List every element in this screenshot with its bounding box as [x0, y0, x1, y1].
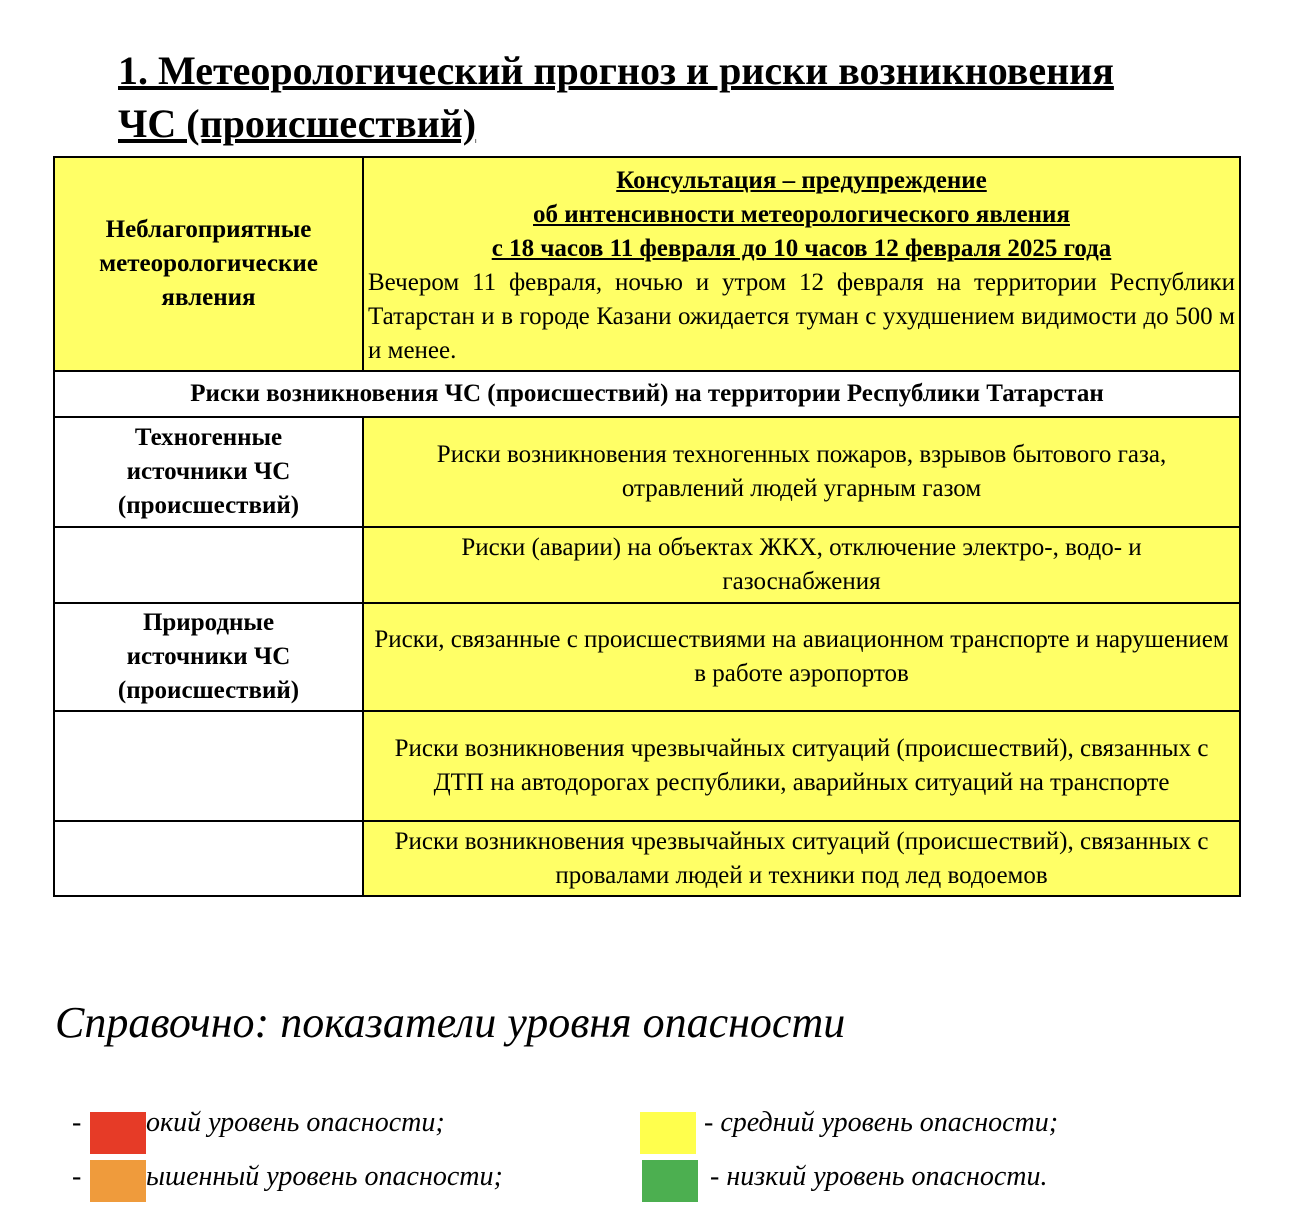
risk-text: Риски возникновения чрезвычайных ситуаций (происшествий), связанных с провалами людей и техники под лед водоемов [394, 827, 1209, 889]
legend-swatch-medium [640, 1112, 696, 1154]
legend-label-medium: - средний уровень опасности; [704, 1107, 1059, 1138]
header-phenomena-cell [55, 158, 362, 370]
table-row-source [55, 604, 362, 710]
risks-heading-cell [55, 372, 1239, 416]
risk-text: Риски (аварии) на объектах ЖКХ, отключение электро-, водо- и газоснабжения [461, 534, 1142, 595]
legend-label-low: - низкий уровень опасности. [710, 1161, 1048, 1192]
risk-text: Риски возникновения техногенных пожаров, взрывов бытового газа, отравлений людей угарным газом [436, 441, 1167, 502]
consultation-period: с 18 часов 11 февраля до 10 часов 12 февраля 2025 года [491, 235, 1112, 262]
legend-label-high: окий уровень опасности; [146, 1107, 445, 1138]
table-row-risk [364, 712, 1239, 820]
table-row-source [55, 528, 362, 602]
header-consultation-cell [364, 158, 1239, 370]
table-row-risk [364, 822, 1239, 895]
legend-swatch-low [642, 1160, 698, 1202]
legend-dash: - [72, 1161, 82, 1192]
legend-label-elevated: ышенный уровень опасности; [146, 1161, 503, 1192]
risk-text: Риски, связанные с происшествиями на авиационном транспорте и нарушением в работе аэропортов [374, 626, 1229, 687]
source-label: Техногенные источники ЧС (происшествий) [117, 424, 300, 519]
table-row-source [55, 418, 362, 526]
table-row-risk [364, 604, 1239, 710]
page-title: 1. Метеорологический прогноз и риски возникновения ЧС (происшествий) [118, 48, 1114, 146]
table-row-source [55, 712, 362, 820]
legend-swatch-high [90, 1112, 146, 1154]
table-row-source [55, 822, 362, 895]
table-row-risk [364, 418, 1239, 526]
risk-text: Риски возникновения чрезвычайных ситуаций (происшествий), связанных с ДТП на автодорогах республики, аварийных ситуаций на транспорте [394, 735, 1209, 796]
risk-table [53, 156, 1241, 897]
forecast-text: Вечером 11 февраля, ночью и утром 12 февраля на территории Республики Татарстан и в городе Казани ожидается туман с ухудшением видимости до 500 м и менее. [368, 269, 1235, 364]
legend-dash: - [72, 1107, 82, 1138]
legend-swatch-elevated [90, 1160, 146, 1202]
header-phenomena-label: Неблагоприятные метеорологические явления [99, 216, 318, 311]
source-label: Природные источники ЧС (происшествий) [117, 609, 300, 704]
consultation-title: Консультация – предупреждение [616, 167, 987, 194]
table-row-risk [364, 528, 1239, 602]
consultation-subtitle: об интенсивности метеорологического явления [533, 201, 1070, 228]
risks-heading: Риски возникновения ЧС (происшествий) на территории Республики Татарстан [190, 380, 1104, 407]
reference-title: Справочно: показатели уровня опасности [55, 998, 846, 1047]
